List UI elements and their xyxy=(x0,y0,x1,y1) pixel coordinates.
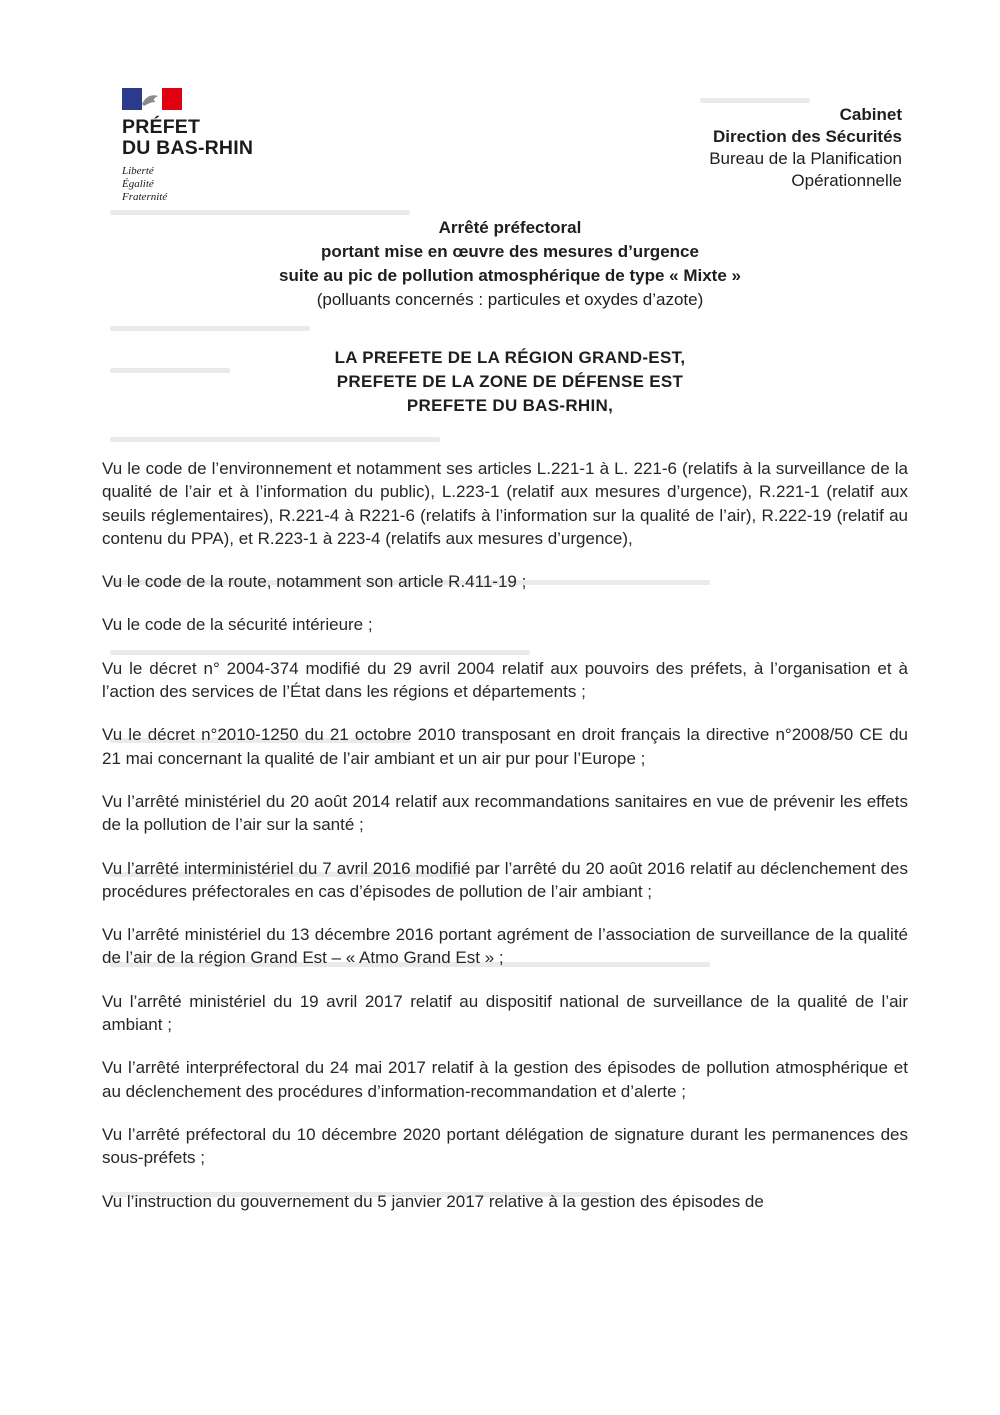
title-subline: (polluants concernés : particules et oxydes d’azote) xyxy=(316,290,704,309)
bleed-through-mark xyxy=(110,210,410,215)
office-cabinet: Cabinet xyxy=(839,105,902,124)
authority-block xyxy=(110,346,910,418)
decree-title xyxy=(110,216,910,312)
prefecture-name-line: DU BAS-RHIN xyxy=(122,137,254,159)
recital-paragraph: Vu l’instruction du gouvernement du 5 janvier 2017 relative à la gestion des épisodes de xyxy=(102,1191,764,1211)
office-bureau: Opérationnelle xyxy=(791,171,902,190)
bleed-through-mark xyxy=(110,437,440,442)
recital-paragraph: Vu le code de l’environnement et notamment ses articles L.221-1 à L. 221-6 (relatifs à la surveillance de la qualité de l’air et à l’information du public), L.223-1 (relatif aux mesures d’urgence), R.221-1 (relatif aux seuils réglementaires), R.221-4 à R221-6 (relatifs à l’information sur la qualité de l’air), R.222-19 (relatif au contenu du PPA), et R.223-1 à 223-4 (relatifs aux mesures d’urgence), xyxy=(102,459,908,548)
motto-line: Liberté xyxy=(122,165,154,177)
title-line: suite au pic de pollution atmosphérique de type « Mixte » xyxy=(279,266,741,285)
office-bureau: Bureau de la Planification xyxy=(709,149,902,168)
authority-line: LA PREFETE DE LA RÉGION GRAND-EST, xyxy=(334,348,686,367)
recitals xyxy=(102,457,908,1233)
recital-paragraph: Vu le code de la route, notamment son article R.411-19 ; xyxy=(102,572,527,592)
title-line: portant mise en œuvre des mesures d’urgence xyxy=(321,242,699,261)
bleed-through-mark xyxy=(700,98,810,103)
recital-paragraph: Vu le décret n° 2004-374 modifié du 29 avril 2004 relatif aux pouvoirs des préfets, à l’organisation et à l’action des services de l’État dans les régions et départements ; xyxy=(102,658,908,702)
motto-line: Fraternité xyxy=(122,191,168,203)
authority-line: PREFETE DU BAS-RHIN, xyxy=(406,396,614,415)
prefecture-name-line: PRÉFET xyxy=(122,116,201,138)
recital-paragraph: Vu l’arrêté interministériel du 7 avril 2016 modifié par l’arrêté du 20 août 2016 relatif au déclenchement des procédures préfectorales en cas d’épisodes de pollution de l’air ambiant ; xyxy=(102,858,908,901)
issuing-office xyxy=(709,104,902,192)
motto-line: Égalité xyxy=(122,178,154,190)
recital-paragraph: Vu l’arrêté ministériel du 19 avril 2017 relatif au dispositif national de surveillance de la qualité de l’air ambiant ; xyxy=(102,991,908,1035)
recital-paragraph: Vu l’arrêté ministériel du 13 décembre 2016 portant agrément de l’association de surveillance de la qualité de l’air de la région Grand Est – « Atmo Grand Est » ; xyxy=(102,925,908,968)
recital-paragraph: Vu l’arrêté ministériel du 20 août 2014 relatif aux recommandations sanitaires en vue de prévenir les effets de la pollution de l’air sur la santé ; xyxy=(102,791,908,835)
bleed-through-mark xyxy=(110,326,310,331)
recital-paragraph: Vu le décret n°2010-1250 du 21 octobre 2010 transposant en droit français la directive n°2008/50 CE du 21 mai concernant la qualité de l’air ambiant et un air pur pour l’Europe ; xyxy=(102,725,908,768)
recital-paragraph: Vu l’arrêté préfectoral du 10 décembre 2020 portant délégation de signature durant les permanences des sous-préfets ; xyxy=(102,1124,908,1168)
office-direction: Direction des Sécurités xyxy=(713,127,902,146)
prefecture-logo-block xyxy=(122,88,322,204)
prefecture-name xyxy=(122,117,322,159)
authority-line: PREFETE DE LA ZONE DE DÉFENSE EST xyxy=(336,372,684,391)
recital-paragraph: Vu le code de la sécurité intérieure ; xyxy=(102,615,373,635)
marianne-flag-icon xyxy=(122,88,182,110)
recital-paragraph: Vu l’arrêté interpréfectoral du 24 mai 2017 relatif à la gestion des épisodes de pollution atmosphérique et au déclenchement des procédures d’information-recommandation et d’alerte ; xyxy=(102,1058,908,1101)
title-line: Arrêté préfectoral xyxy=(438,218,582,237)
republic-motto xyxy=(122,165,322,204)
